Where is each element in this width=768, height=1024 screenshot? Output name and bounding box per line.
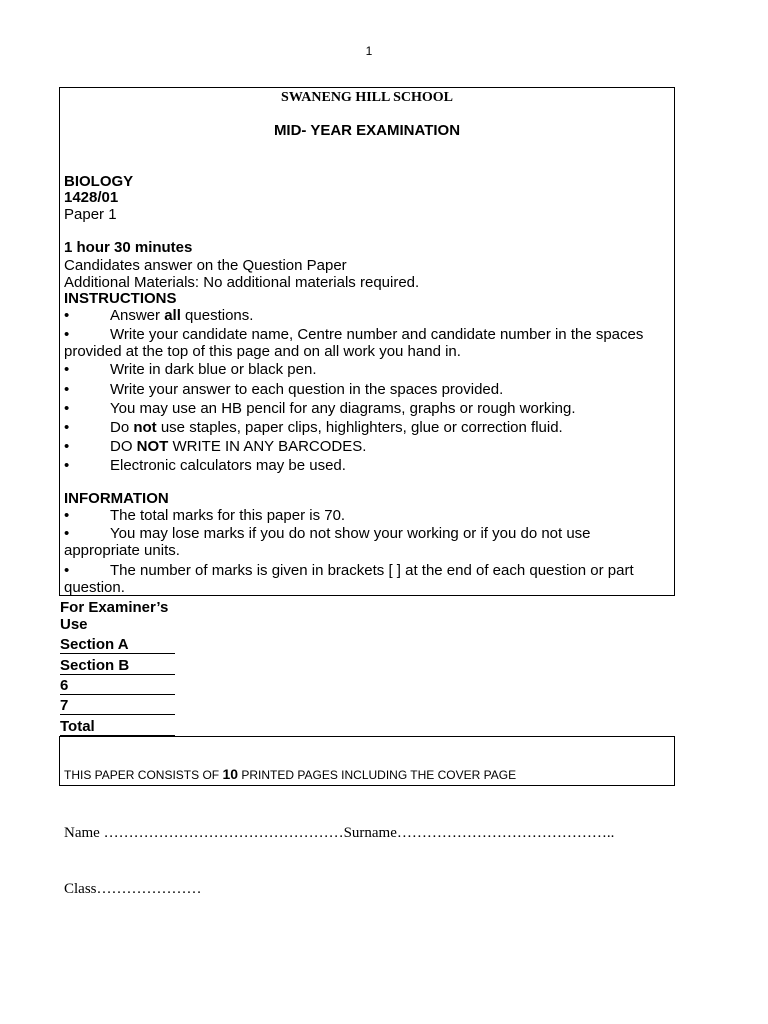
instruction-item: • Answer all questions. xyxy=(64,307,254,324)
examiner-heading: For Examiner’s Use xyxy=(60,599,169,633)
bullet: • xyxy=(64,361,70,378)
bullet: • xyxy=(64,307,70,324)
examiner-row: 7 xyxy=(60,697,175,715)
exam-title: MID- YEAR EXAMINATION xyxy=(273,122,461,139)
examiner-row: 6 xyxy=(60,677,175,695)
examiner-row: Section A xyxy=(60,636,175,654)
bullet: • xyxy=(64,381,70,398)
class-field[interactable]: Class………………… xyxy=(64,881,202,897)
name-field[interactable]: Name …………………………………………Surname…………………………………….. xyxy=(64,825,615,841)
instruction-item: • Do not use staples, paper clips, highlighters, glue or correction fluid. xyxy=(64,419,563,436)
information-heading: INFORMATION xyxy=(64,490,169,507)
examiner-row: Section B xyxy=(60,657,175,675)
information-item: • The total marks for this paper is 70. xyxy=(64,507,346,524)
examiner-row: Total xyxy=(60,718,175,736)
bullet: • xyxy=(64,457,70,474)
instruction-item: • Write your answer to each question in the spaces provided. xyxy=(64,381,504,398)
instruction-item: • DO NOT WRITE IN ANY BARCODES. xyxy=(64,438,367,455)
page-count: 10 xyxy=(222,766,239,782)
instruction-item: • You may use an HB pencil for any diagrams, graphs or rough working. xyxy=(64,400,576,417)
bullet: • xyxy=(64,400,70,417)
subject: BIOLOGY xyxy=(64,173,134,190)
bullet: • xyxy=(64,525,70,542)
paper-code: 1428/01 xyxy=(64,189,119,206)
instructions-heading: INSTRUCTIONS xyxy=(64,290,177,307)
materials-note: Additional Materials: No additional materials required. xyxy=(64,274,420,291)
instruction-item: • Write in dark blue or black pen. xyxy=(64,361,317,378)
bullet: • xyxy=(64,326,70,343)
information-item: • You may lose marks if you do not show your working or if you do not use appropriate units. xyxy=(64,525,591,559)
paper-number: Paper 1 xyxy=(64,206,117,223)
pages-note: THIS PAPER CONSISTS OF 10 PRINTED PAGES INCLUDING THE COVER PAGE xyxy=(64,766,517,782)
instruction-item: • Electronic calculators may be used. xyxy=(64,457,346,474)
information-item: • The number of marks is given in brackets [ ] at the end of each question or part question. xyxy=(64,562,634,596)
bullet: • xyxy=(64,507,70,524)
instruction-item: • Write your candidate name, Centre number and candidate number in the spaces provided at the top of this page and on all work you hand in. xyxy=(64,326,644,360)
duration: 1 hour 30 minutes xyxy=(64,239,193,256)
page-number: 1 xyxy=(365,44,373,58)
candidates-note: Candidates answer on the Question Paper xyxy=(64,257,347,274)
bullet: • xyxy=(64,562,70,579)
bullet: • xyxy=(64,438,70,455)
bullet: • xyxy=(64,419,70,436)
school-name: SWANENG HILL SCHOOL xyxy=(281,90,453,105)
